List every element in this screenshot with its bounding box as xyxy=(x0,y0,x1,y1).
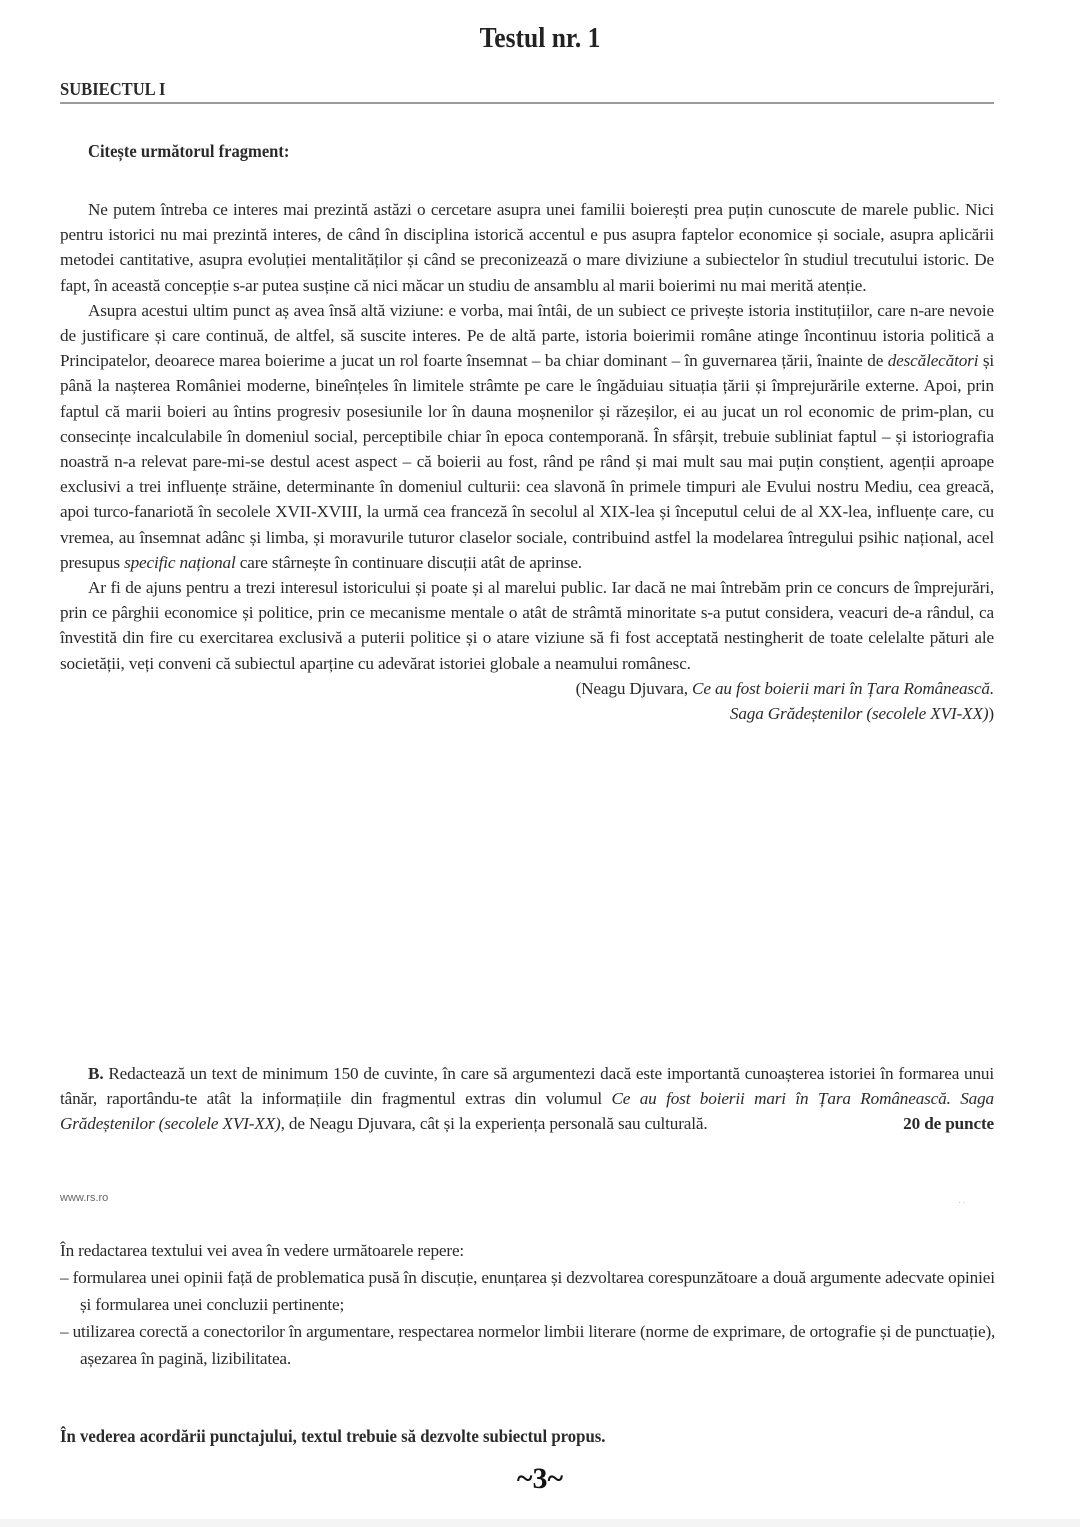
source-author: (Neagu Djuvara, xyxy=(575,678,693,698)
watermark: www.rs.ro xyxy=(60,1192,109,1204)
fragment-paragraph-1: Ne putem întreba ce interes mai prezintă astăzi o cercetare asupra unei familii boierești prea puțin cunoscute de marele public. Nici pentru istorici nu mai prezintă interes, de când în disciplina istorică accentul e pus asupra faptelor economice și sociale, asupra aplicării metodei cantitative, asupra evoluției mentalităților și când se preconizează o mare diviziune a subiectelor în studiul trecutului istoric. De fapt, în această concepție s-ar putea susține că nici măcar un studiu de ansamblu al marii boierimi nu mai merită atenție. xyxy=(60,200,994,295)
task-b-text xyxy=(60,1061,994,1137)
source-suffix: ) xyxy=(988,704,994,724)
bottom-edge xyxy=(0,1519,1080,1527)
fragment-source xyxy=(60,676,994,701)
guideline-item: – formularea unei opinii față de problematica pusă în discuție, enunțarea și dezvoltarea corespunzătoare a două argumente adecvate opiniei și formularea unei concluzii pertinente; xyxy=(60,1268,995,1314)
fragment-source-line2 xyxy=(60,701,994,726)
reading-instruction: Citește următorul fragment: xyxy=(88,141,290,161)
source-book-title: Ce au fost boierii mari în Țara Românească. xyxy=(692,678,994,698)
fragment-paragraph-3: Ar fi de ajuns pentru a trezi interesul istoricului și poate și al marelui public. Iar dacă ne mai întrebăm prin ce concurs de împrejurări, prin ce pârghii economice și politice, prin ce mecanisme mentale o atât de strâmtă minoritate s-a putut considera, veacuri de-a rândul, ca învestită din fire cu exercitarea exclusivă a puterii politice și o atare viziune să fi fost acceptată nestingherit de toate celelalte pături ale societății, veți conveni că subiectul aparține cu adevărat istoriei globale a neamului românesc. xyxy=(60,578,994,673)
task-label: B. xyxy=(88,1064,104,1083)
source-book-subtitle: Saga Grădeștenilor (secolele XVI-XX) xyxy=(729,704,989,724)
italic-term-descalecatori: descălecători xyxy=(887,351,979,371)
guideline-item: – utilizarea corectă a conectorilor în argumentare, respectarea normelor limbii literare (norme de exprimare, de ortografie și de punctuație), așezarea în pagină, lizibilitatea. xyxy=(60,1322,996,1368)
scan-artifact: · · xyxy=(958,1198,966,1207)
task-text: Redactează un text de minimum 150 de cuvinte, în care să argumentezi dacă este importantă cunoașterea istoriei în formarea unui tânăr, raportându-te atât la informațiile din fragmentul extras din volumul xyxy=(60,1064,994,1109)
guidelines-list xyxy=(60,1264,1010,1372)
fragment-text: și până la nașterea României moderne, bineînțeles în limitele strâmte pe care le îngăduiau situația țării și împrejurările externe. Apoi, prin faptul că marii boieri au întins progresiv posesiunile lor în dauna moșnenilor și răzeșilor, ei au jucat un rol economic de prim-plan, cu consecințe incalculabile în domeniul social, perceptibile chiar în epoca contemporană. În sfârșit, trebuie subliniat faptul – și istoriografia noastră n-a relevat pare-mi-se destul acest aspect – că boierii au fost, rând pe rând și mai mult sau mai puțin conștient, agenții aproape exclusivi a trei influențe străine, determinante în domeniul culturii: cea slavonă în primele timpuri ale Evului nostru Mediu, cea greacă, apoi turco-fanariotă în secolele XVII-XVIII, la urmă cea franceză în secolul al XIX-lea și începutul celui de al XX-lea, influențe care, cu vremea, au însemnat adânc și limba, și moravurile tuturor claselor sociale, contribuind astfel la modelarea întregului psihic național, acel presupus xyxy=(60,351,995,572)
guidelines xyxy=(60,1237,1010,1372)
final-note: În vederea acordării punctajului, textul trebuie să dezvolte subiectul propus. xyxy=(60,1426,606,1446)
italic-term-specific-national: specific național xyxy=(124,552,236,572)
task-b xyxy=(60,1061,994,1137)
page-title: Testul nr. 1 xyxy=(479,22,601,54)
task-book-title: Ce au fost boierii mari în Țara Românească. Saga Grădeștenilor (secolele XVI-XX) xyxy=(60,1089,995,1134)
guidelines-intro: În redactarea textului vei avea în vedere următoarele repere: xyxy=(60,1241,465,1260)
text-fragment xyxy=(60,197,994,726)
fragment-paragraph-2 xyxy=(60,298,994,575)
fragment-text: care stârnește în continuare discuții atât de aprinse. xyxy=(235,552,582,572)
task-points: 20 de puncte xyxy=(903,1114,994,1134)
section-heading-label: SUBIECTUL I xyxy=(60,79,166,99)
fragment-text: Asupra acestui ultim punct aș avea însă altă viziune: e vorba, mai întâi, de un subiect ce privește istoria instituțiilor, care n-are nevoie de justificare și care continuă, de altfel, să suscite interes. Pe de altă parte, istoria boierimii române atinge încontinuu istoria politică a Principatelor, deoarece marea boierime a jucat un rol foarte însemnat – ba chiar dominant – în guvernarea țării, înainte de xyxy=(60,300,994,371)
task-text-end: , de Neagu Djuvara, cât și la experiența personală sau culturală. xyxy=(280,1114,708,1134)
page-number: ~3~ xyxy=(516,1462,564,1495)
section-heading xyxy=(60,79,994,104)
